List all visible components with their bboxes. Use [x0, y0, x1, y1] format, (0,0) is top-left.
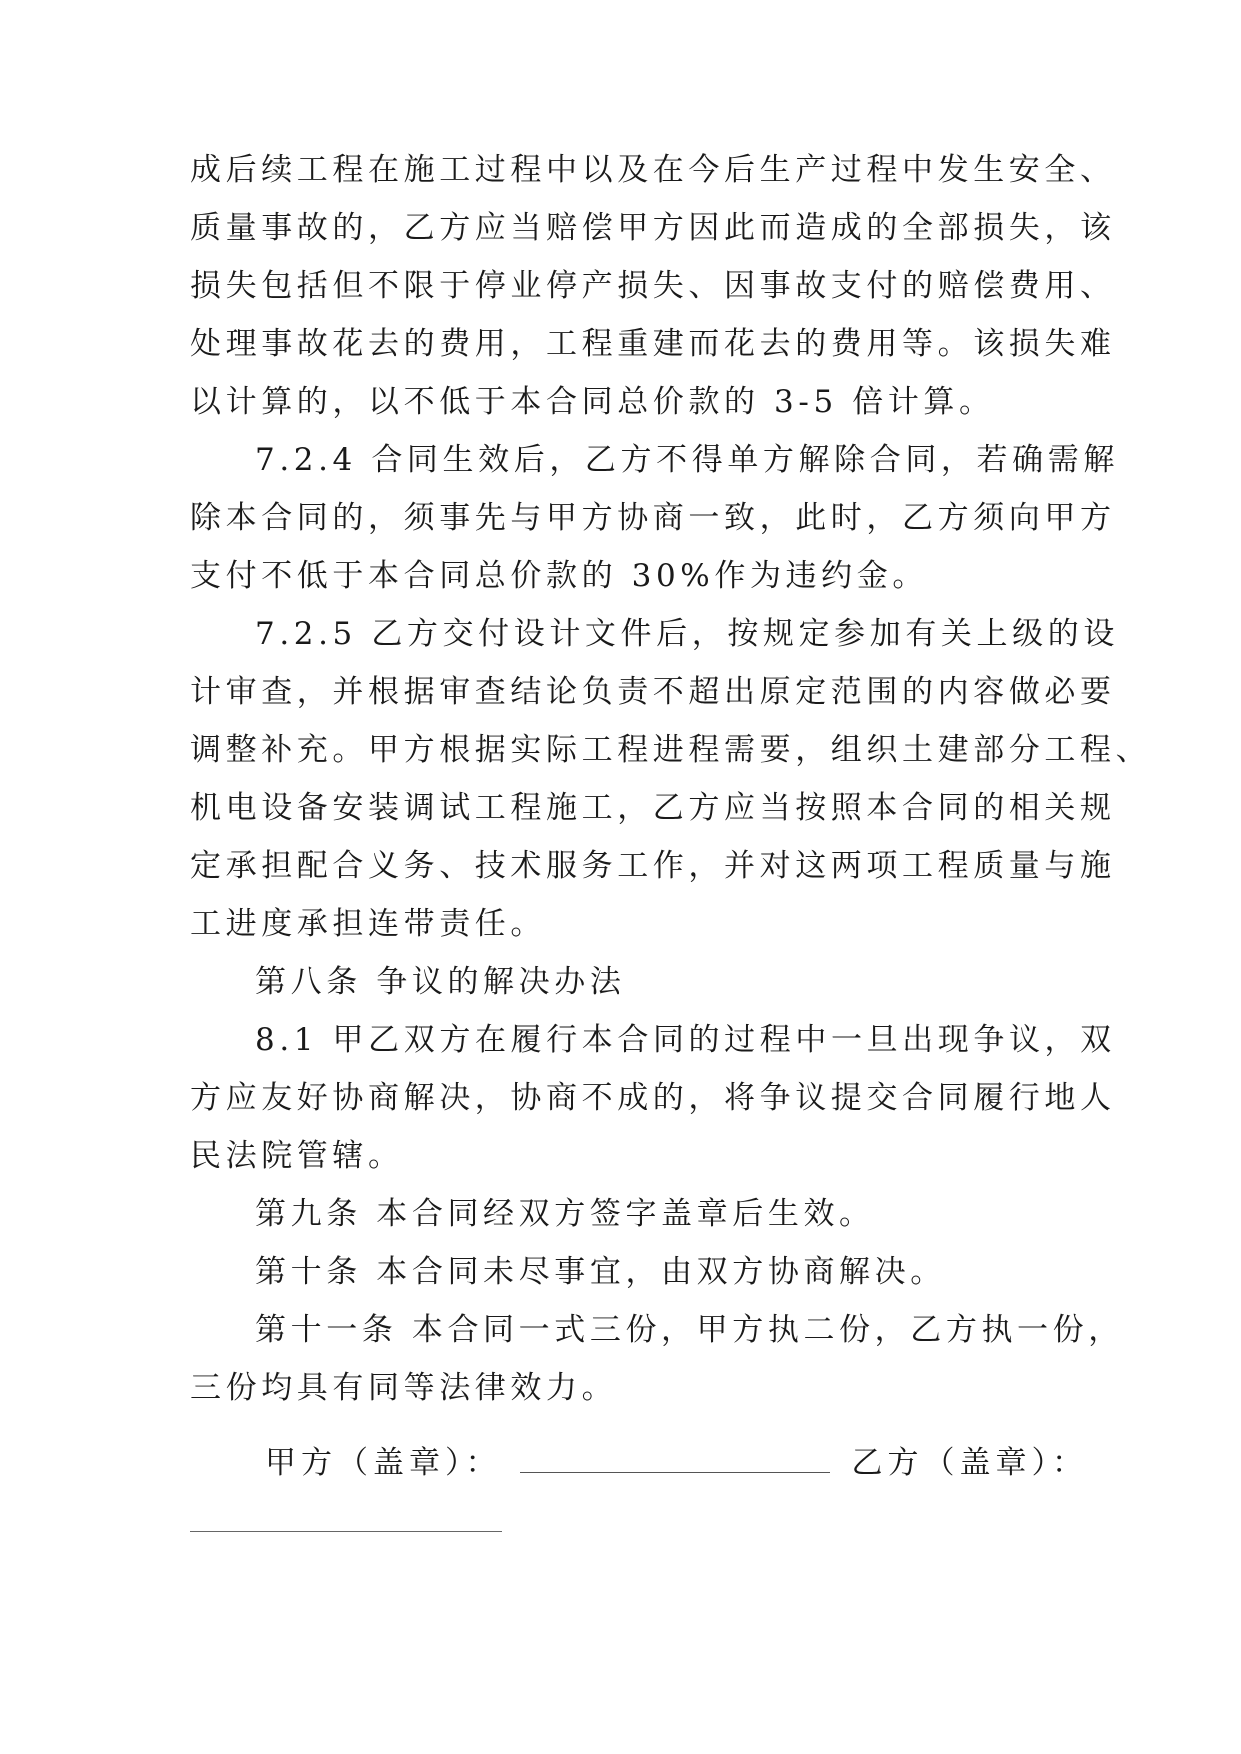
- body-text-line: 调整补充。甲方根据实际工程进程需要，组织土建部分工程、: [190, 732, 1152, 768]
- body-text-line: 机电设备安装调试工程施工，乙方应当按照本合同的相关规: [190, 790, 1116, 826]
- body-text-line: 损失包括但不限于停业停产损失、因事故支付的赔偿费用、: [190, 268, 1116, 304]
- body-text-line: 工进度承担连带责任。: [190, 906, 546, 942]
- party-a-seal-label: 甲方（盖章）：: [265, 1445, 502, 1481]
- party-b-seal-label: 乙方（盖章）：: [851, 1445, 1088, 1481]
- body-text-line: 以计算的，以不低于本合同总价款的 3-5 倍计算。: [190, 384, 995, 420]
- body-text-line: 定承担配合义务、技术服务工作，并对这两项工程质量与施: [190, 848, 1116, 884]
- clause-8-1-line: 8.1 甲乙双方在履行本合同的过程中一旦出现争议，双: [255, 1022, 1116, 1058]
- body-text-line: 民法院管辖。: [190, 1138, 404, 1174]
- body-text-line: 计审查，并根据审查结论负责不超出原定范围的内容做必要: [190, 674, 1116, 710]
- body-text-line: 成后续工程在施工过程中以及在今后生产过程中发生安全、: [190, 152, 1116, 188]
- body-text-line: 除本合同的，须事先与甲方协商一致，此时，乙方须向甲方: [190, 500, 1116, 536]
- body-text-line: 支付不低于本合同总价款的 30%作为违约金。: [190, 558, 928, 594]
- article-9-line: 第九条 本合同经双方签字盖章后生效。: [255, 1196, 875, 1232]
- body-text-line: 处理事故花去的费用，工程重建而花去的费用等。该损失难: [190, 326, 1116, 362]
- signature-row: [265, 1443, 1088, 1483]
- article-11-line: 第十一条 本合同一式三份，甲方执二份，乙方执一份，: [255, 1312, 1124, 1348]
- article-10-line: 第十条 本合同未尽事宜，由双方协商解决。: [255, 1254, 946, 1290]
- body-text-line: 三份均具有同等法律效力。: [190, 1370, 618, 1406]
- body-text-line: 方应友好协商解决，协商不成的，将争议提交合同履行地人: [190, 1080, 1116, 1116]
- party-b-signature-blank: [190, 1531, 502, 1532]
- body-text-line: 质量事故的，乙方应当赔偿甲方因此而造成的全部损失，该: [190, 210, 1116, 246]
- clause-7-2-5-line: 7.2.5 乙方交付设计文件后，按规定参加有关上级的设: [255, 616, 1119, 652]
- clause-7-2-4-line: 7.2.4 合同生效后，乙方不得单方解除合同，若确需解: [255, 442, 1119, 478]
- party-a-signature-blank: [520, 1446, 830, 1473]
- article-8-heading: 第八条 争议的解决办法: [255, 964, 626, 1000]
